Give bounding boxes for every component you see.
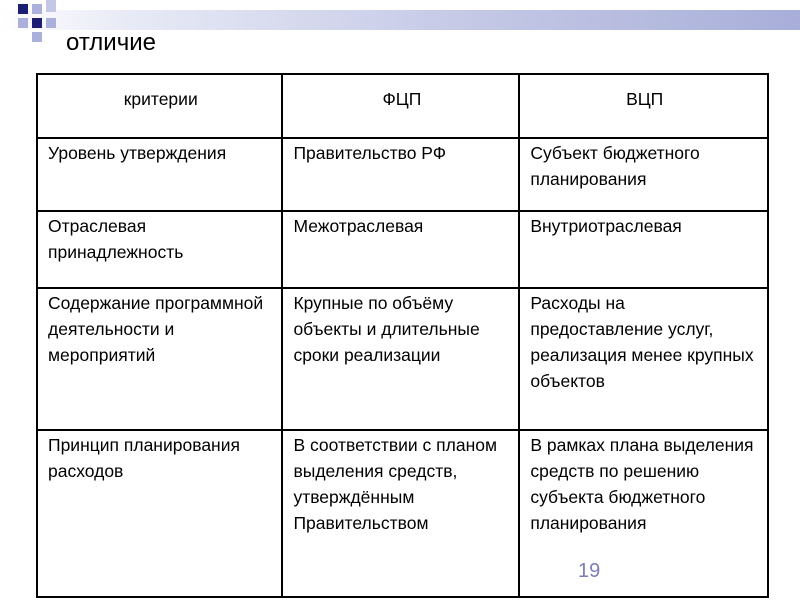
decor-square (46, 18, 56, 28)
decor-square (18, 4, 28, 14)
header-vcp: ВЦП (519, 74, 768, 138)
table-cell: Правительство РФ (282, 138, 519, 211)
table-cell: Расходы на предоставление услуг, реализация менее крупных объектов (519, 288, 768, 430)
decor-square (32, 18, 42, 28)
table-cell: В рамках плана выделения средств по решению субъекта бюджетного планирования (519, 430, 768, 597)
table-cell: Принцип планирования расходов (37, 430, 282, 597)
header-fcp: ФЦП (282, 74, 519, 138)
table-header-row (37, 74, 768, 138)
comparison-table (36, 73, 769, 598)
table-cell: В соответствии с планом выделения средств, утверждённым Правительством (282, 430, 519, 597)
table-cell: Уровень утверждения (37, 138, 282, 211)
header-band (0, 10, 800, 30)
table-cell: Крупные по объёму объекты и длительные сроки реализации (282, 288, 519, 430)
decor-square (46, 0, 56, 12)
table-row (37, 138, 768, 211)
decor-square (32, 32, 42, 42)
table-row (37, 430, 768, 597)
table-cell: Субъект бюджетного планирования (519, 138, 768, 211)
table-cell: Содержание программной деятельности и мероприятий (37, 288, 282, 430)
table-cell: Отраслевая принадлежность (37, 211, 282, 288)
table-row (37, 211, 768, 288)
decor-square (18, 18, 28, 28)
page-number: 19 (578, 560, 601, 582)
table-cell: Межотраслевая (282, 211, 519, 288)
decor-square (32, 4, 42, 14)
slide-title: отличие (66, 29, 156, 56)
table-cell: Внутриотраслевая (519, 211, 768, 288)
table-row (37, 288, 768, 430)
header-criteria: критерии (37, 74, 282, 138)
